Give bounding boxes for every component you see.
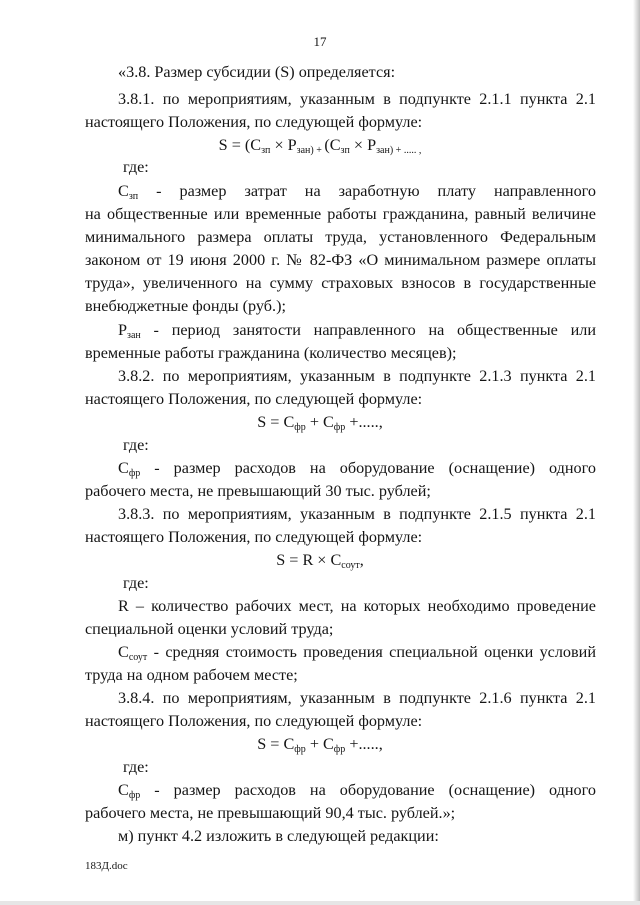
paragraph-line: внебюджетные фонды (руб.); bbox=[85, 297, 286, 315]
where-label: где: bbox=[123, 436, 149, 454]
paragraph-line: 3.8.4. по мероприятиям, указанным в подпункте 2.1.6 пункта 2.1 bbox=[118, 689, 596, 707]
definition-line: R – количество рабочих мест, на которых необходимо проведение bbox=[118, 597, 596, 615]
paragraph-line: рабочего места, не превышающий 90,4 тыс. рублей.»; bbox=[85, 804, 456, 822]
section-heading: «3.8. Размер субсидии (S) определяется: bbox=[118, 63, 396, 81]
formula-subsidy-equipment-1: $S = С_{фр} + С_{фр}$ +....., bbox=[257, 413, 383, 433]
definition-line: $С_{фр}$ - размер расходов на оборудование (оснащение) одного bbox=[118, 459, 596, 479]
paragraph-line: законом от 19 июня 2000 г. № 82-ФЗ «О минимальном размере оплаты bbox=[85, 251, 596, 269]
where-label: где: bbox=[123, 574, 149, 592]
formula-subsidy-assessment: $S = R \times С_{соут}$, bbox=[276, 551, 364, 571]
paragraph-line: настоящего Положения, по следующей формуле: bbox=[85, 113, 423, 131]
paragraph-line: настоящего Положения, по следующей формуле: bbox=[85, 712, 423, 730]
definition-line: $С_{соут}$ - средняя стоимость проведения специальной оценки условий bbox=[118, 643, 596, 663]
definition-line: $Р_{зан}$ - период занятости направленного на общественные или bbox=[118, 321, 596, 341]
footer-filename: 183Д.doc bbox=[85, 860, 128, 872]
scan-edge-bottom bbox=[0, 901, 640, 905]
scan-edge-right bbox=[633, 0, 640, 905]
definition-line: $С_{фр}$ - размер расходов на оборудование (оснащение) одного bbox=[118, 781, 596, 801]
formula-subsidy-wages: $S = (С_{зп} \times Р_{зан)}$ $_+$ ($С_{зп} \times Р_{зан)}$ $_+$ $_{..... ,}$ bbox=[218, 136, 422, 156]
page-number: 17 bbox=[313, 34, 327, 49]
paragraph-line: временные работы гражданина (количество месяцев); bbox=[85, 344, 457, 362]
paragraph-line: на общественные или временные работы гражданина, равный величине bbox=[85, 205, 596, 223]
paragraph-line: минимального размера оплаты труда, установленного Федеральным bbox=[85, 228, 596, 246]
paragraph-line: настоящего Положения, по следующей формуле: bbox=[85, 390, 423, 408]
amendment-line: м) пункт 4.2 изложить в следующей редакции: bbox=[118, 827, 439, 845]
paragraph-line: настоящего Положения, по следующей формуле: bbox=[85, 528, 423, 546]
paragraph-line: труда», увеличенного на сумму страховых взносов в государственные bbox=[85, 274, 596, 292]
paragraph-line: специальной оценки условий труда; bbox=[85, 620, 334, 638]
where-label: где: bbox=[123, 158, 149, 176]
paragraph-line: 3.8.3. по мероприятиям, указанным в подпункте 2.1.5 пункта 2.1 bbox=[118, 505, 596, 523]
formula-subsidy-equipment-2: $S = С_{фр} + С_{фр}$ +....., bbox=[257, 735, 383, 755]
paragraph-line: труда на одном рабочем месте; bbox=[85, 666, 298, 684]
definition-line: $С_{зп}$ - размер затрат на заработную плату направленного bbox=[118, 182, 596, 202]
paragraph-line: рабочего места, не превышающий 30 тыс. рублей; bbox=[85, 482, 431, 500]
paragraph-line: 3.8.1. по мероприятиям, указанным в подпункте 2.1.1 пункта 2.1 bbox=[118, 90, 596, 108]
where-label: где: bbox=[123, 758, 149, 776]
paragraph-line: 3.8.2. по мероприятиям, указанным в подпункте 2.1.3 пункта 2.1 bbox=[118, 367, 596, 385]
